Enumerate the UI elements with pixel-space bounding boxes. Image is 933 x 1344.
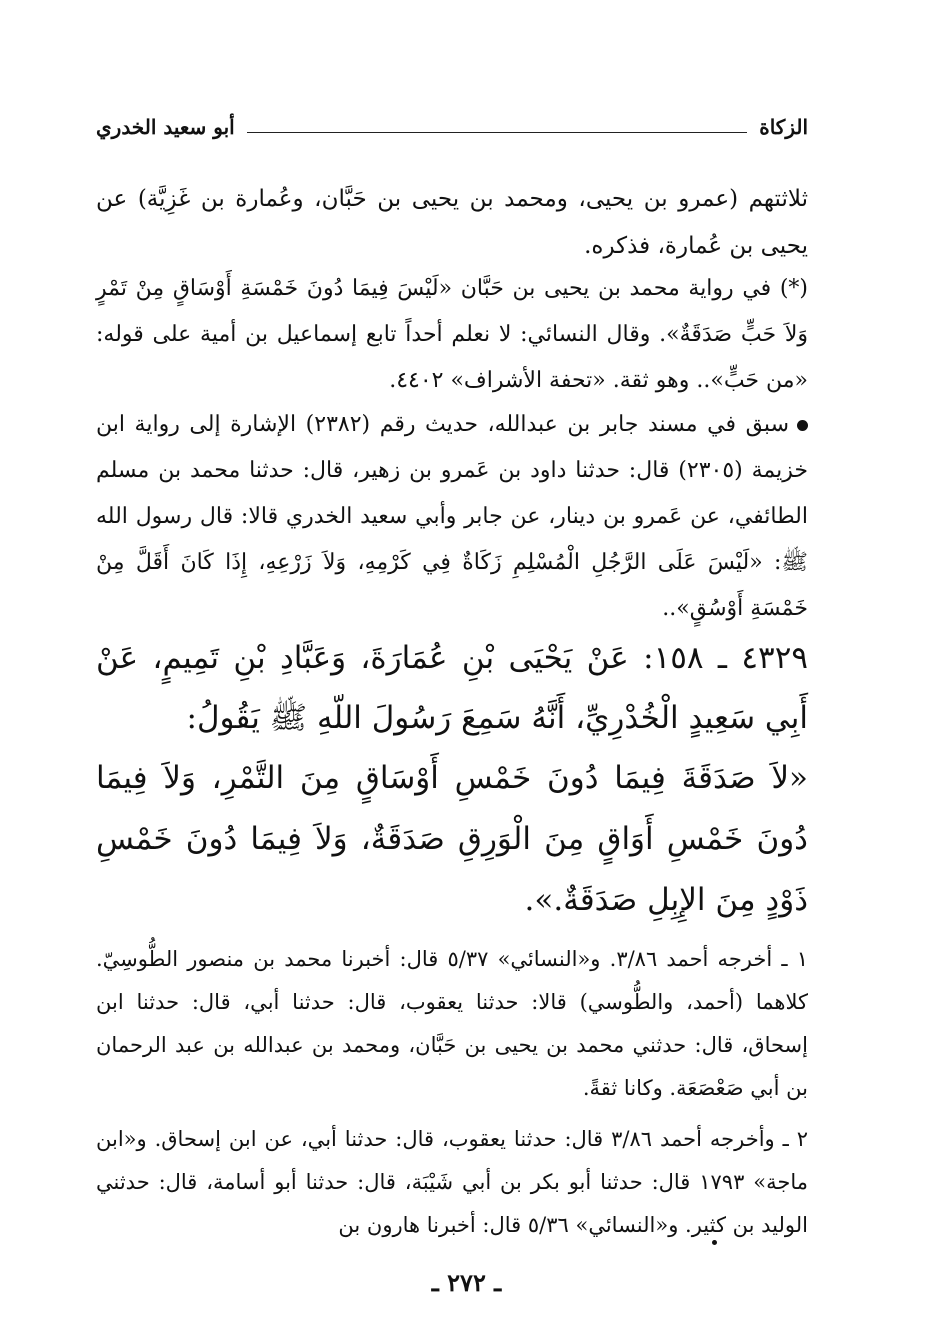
paragraph-narrators: ثلاثتهم (عمرو بن يحيى، ومحمد بن يحيى بن حَبَّان، وعُمارة بن غَزِيَّة) عن يحيى بن عُمارة، فذكره.	[96, 186, 808, 259]
takhrij-paragraph-2: ٢ ـ وأخرجه أحمد ٣/٨٦ قال: حدثنا يعقوب، قال: حدثنا أبي، عن ابن إسحاق. و«ابن ماجة» ١٧٩٣ قال: حدثنا أبو بكر بن أبي شَيْبَة، قال: حدثنا أبو أسامة، قال: حدثني الوليد بن كثير. و«النسائي» ٥/٣٦ قال: أخبرنا هارون بن	[96, 1127, 808, 1237]
hadith-isnad: ٤٣٢٩ ـ ١٥٨: عَنْ يَحْيَى بْنِ عُمَارَةَ، وَعَبَّادِ بْنِ تَمِيمٍ، عَنْ أَبِي سَعِيدٍ الْخُدْرِيِّ، أَنَّهُ سَمِعَ رَسُولَ اللّهِ ﷺ يَقُولُ:	[96, 640, 808, 736]
header-section-title: أبو سعيد الخدري	[96, 115, 235, 139]
hadith-matn: «لاَ صَدَقَةَ فِيمَا دُونَ خَمْسِ أَوْسَاقٍ مِنَ التَّمْرِ، وَلاَ فِيمَا دُونَ خَمْسِ أَوَاقٍ مِنَ الْوَرِقِ صَدَقَةٌ، وَلاَ فِيمَا دُونَ خَمْسِ ذَوْدٍ مِنَ الإِبِلِ صَدَقَةٌ.».	[96, 760, 808, 918]
bullet-icon	[797, 420, 808, 431]
cross-reference-text: سبق في مسند جابر بن عبدالله، حديث رقم (٢٣٨٢) الإشارة إلى رواية ابن خزيمة (٢٣٠٥) قال: حدثنا داود بن عَمرو بن زهير، قال: حدثنا محمد بن مسلم الطائفي، عن عَمرو بن دينار، عن جابر وأبي سعيد الخدري قالا: قال رسول الله ﷺ: «لَيْسَ عَلَى الرَّجُلِ الْمُسْلِمِ زَكَاةٌ فِي كَرْمِهِ، وَلاَ زَرْعِهِ، إِذَا كَانَ أَقَلَّ مِنْ خَمْسَةِ أَوْسُقٍ»..	[96, 412, 808, 621]
header-chapter-title: الزكاة	[759, 115, 808, 139]
paragraph-cross-reference	[96, 402, 808, 632]
paragraph-note: (*) في رواية محمد بن يحيى بن حَبَّان «لَيْسَ فِيمَا دُونَ خَمْسَةِ أَوْسَاقٍ مِنْ تَمْرٍ وَلاَ حَبٍّ صَدَقَةٌ». وقال النسائي: لا نعلم أحداً تابع إسماعيل بن أمية على قوله: «من حَبٍّ».. وهو ثقة. «تحفة الأشراف» ٤٤٠٢.	[96, 276, 808, 393]
page-number: ـ ٢٧٢ ـ	[431, 1268, 502, 1297]
header-rule	[247, 132, 748, 133]
takhrij-paragraph-1: ١ ـ أخرجه أحمد ٣/٨٦. و«النسائي» ٥/٣٧ قال: أخبرنا محمد بن منصور الطُّوسِيّ. كلاهما (أحمد، والطُّوسي) قالا: حدثنا يعقوب، قال: حدثنا أبي، قال: حدثنا ابن إسحاق، قال: حدثني محمد بن يحيى بن حَبَّان، ومحمد بن عبدالله بن عبد الرحمان بن أبي صَعْصَعَة. وكانا ثقةً.	[96, 947, 808, 1100]
running-header	[96, 112, 808, 142]
stray-dot-mark	[712, 1240, 717, 1245]
